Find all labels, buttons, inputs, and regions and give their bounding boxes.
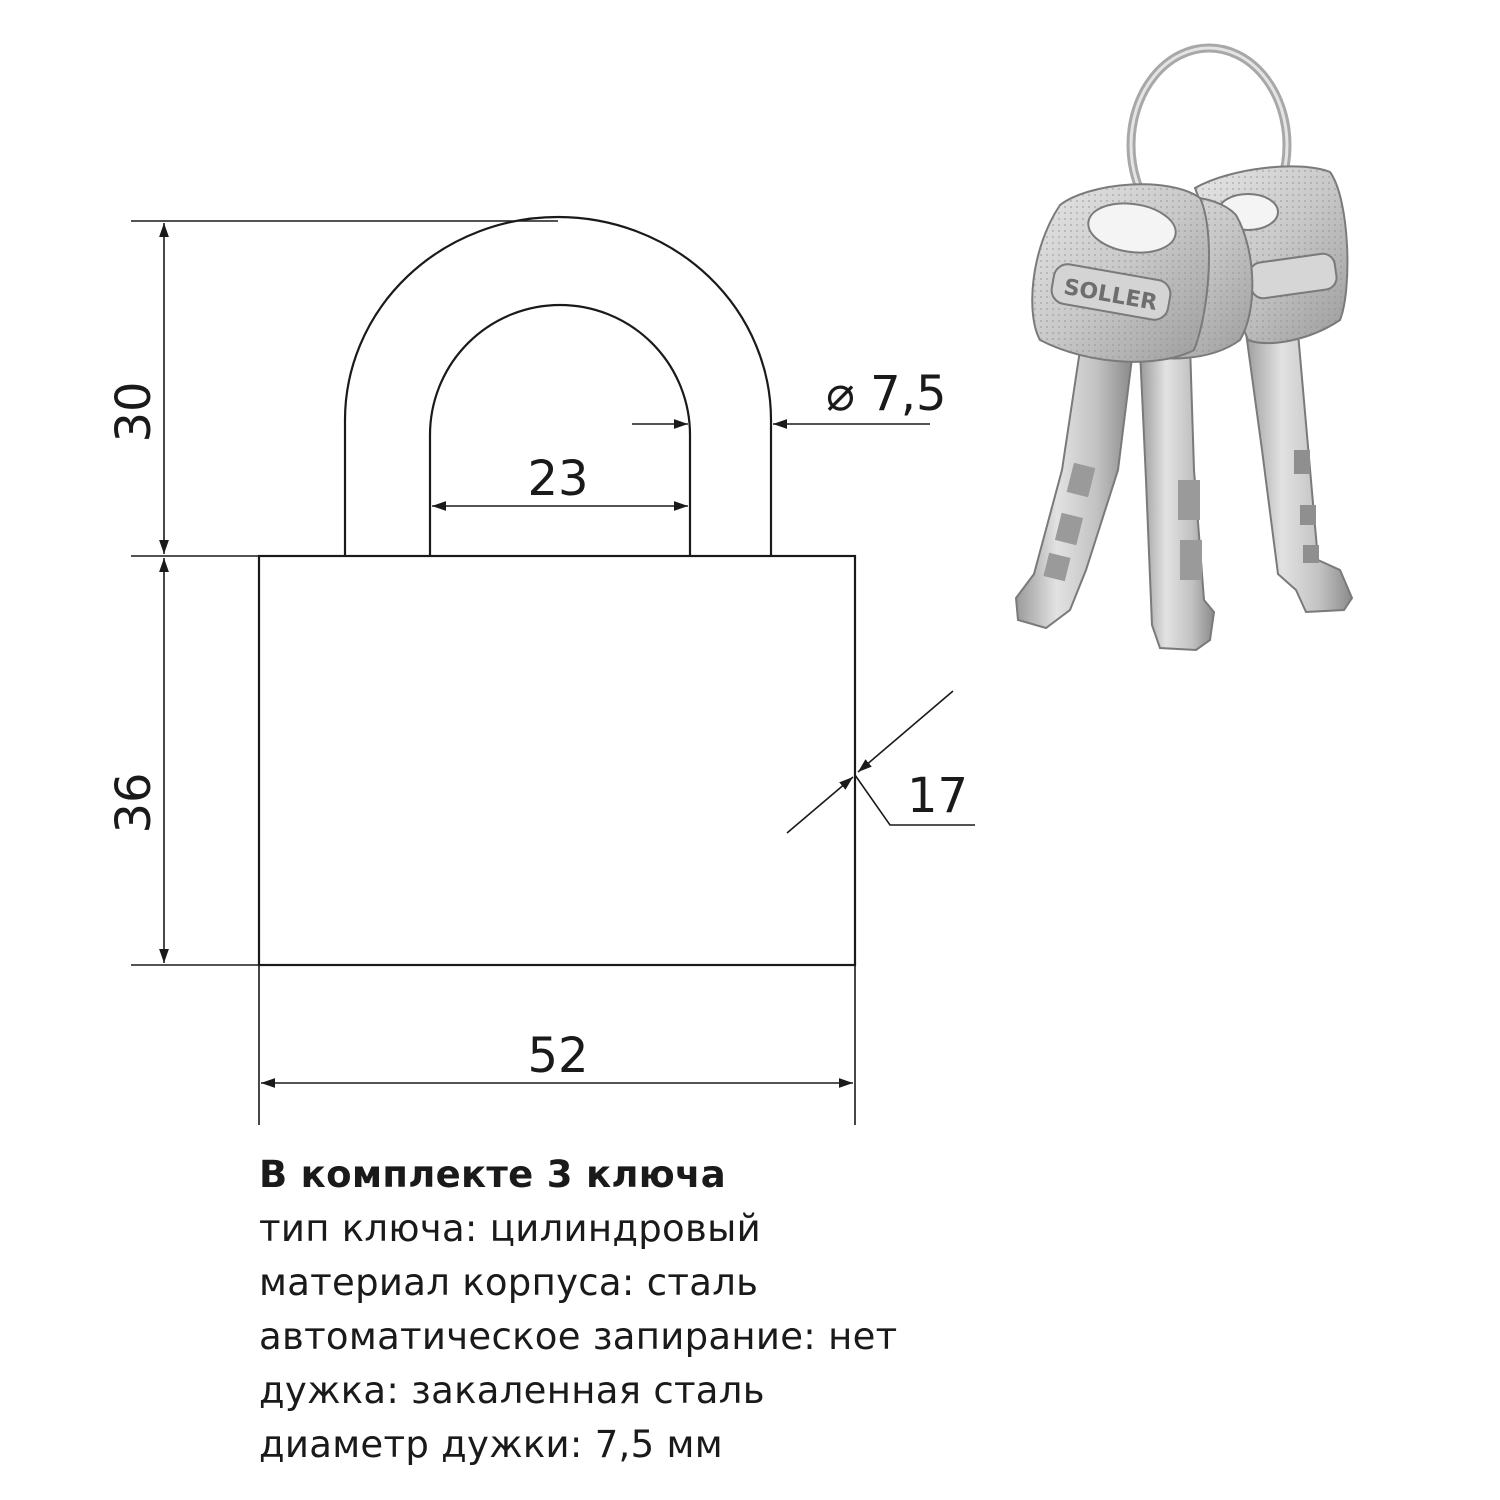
key-1-brand-label: SOLLER bbox=[1061, 274, 1160, 316]
dim-label-body-height: 36 bbox=[106, 772, 162, 834]
key-2-notch-1 bbox=[1178, 480, 1200, 520]
lock-body bbox=[259, 556, 855, 965]
spec-heading: В комплекте 3 ключа bbox=[259, 1153, 727, 1196]
key-2-notch-2 bbox=[1180, 540, 1202, 580]
dim-label-body-thickness: 17 bbox=[907, 768, 969, 824]
keys-illustration bbox=[1016, 48, 1352, 650]
padlock-outline bbox=[259, 217, 855, 965]
key-2-blade bbox=[1140, 345, 1214, 650]
dim-line-thickness-upper bbox=[858, 691, 953, 772]
dimension-lines bbox=[131, 221, 975, 1125]
key-3-notch-3 bbox=[1303, 545, 1319, 563]
dim-line-thickness-lower bbox=[787, 777, 853, 833]
dimension-labels bbox=[106, 366, 968, 1084]
spec-shackle-diameter: диаметр дужки: 7,5 мм bbox=[259, 1423, 723, 1466]
dim-label-shackle-inner: 23 bbox=[527, 451, 589, 507]
specifications-block bbox=[259, 1148, 1439, 1472]
dim-label-shackle-height: 30 bbox=[106, 381, 162, 443]
spec-auto-lock: автоматическое запирание: нет bbox=[259, 1315, 898, 1358]
key-3-notch-1 bbox=[1294, 450, 1310, 474]
shackle-inner bbox=[430, 305, 690, 556]
spec-body-material: материал корпуса: сталь bbox=[259, 1261, 759, 1304]
spec-key-type: тип ключа: цилиндровый bbox=[259, 1207, 761, 1250]
key-3-notch-2 bbox=[1300, 505, 1316, 525]
spec-shackle-material: дужка: закаленная сталь bbox=[259, 1369, 765, 1412]
dim-label-shackle-diameter: ⌀ 7,5 bbox=[826, 366, 947, 422]
dim-label-body-width: 52 bbox=[527, 1028, 589, 1084]
